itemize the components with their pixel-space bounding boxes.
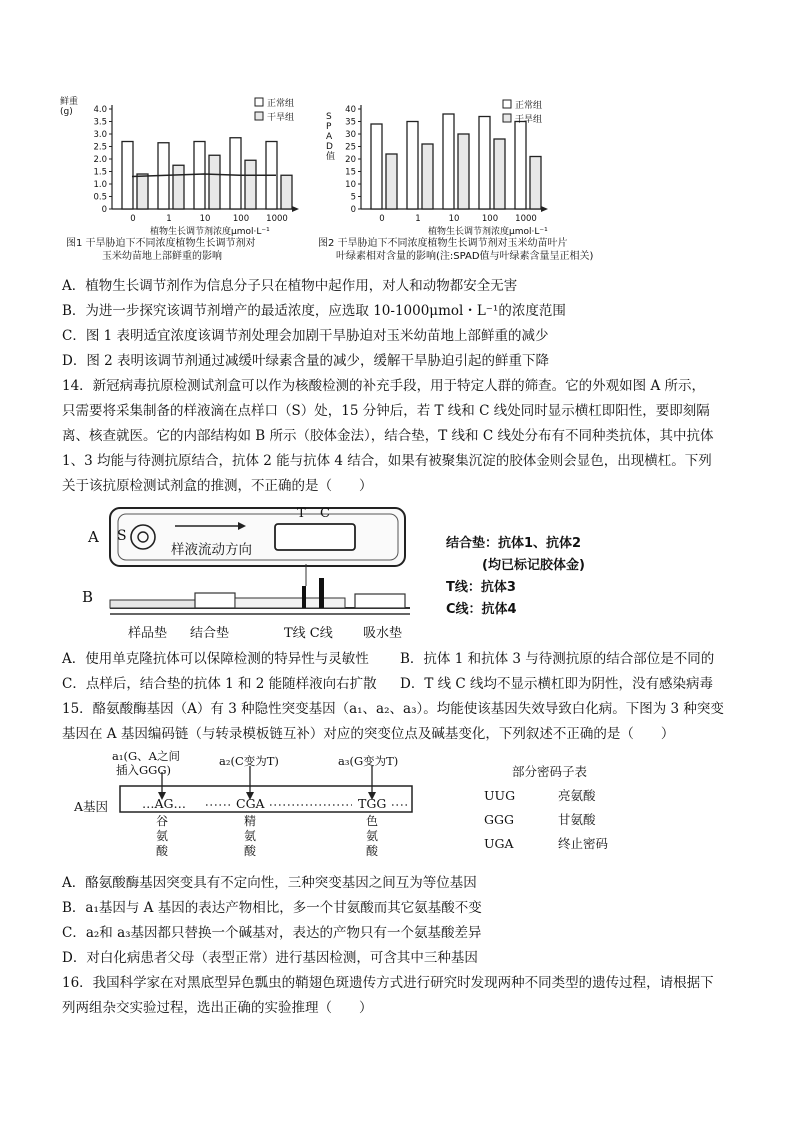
legend-label: 干旱组 xyxy=(267,113,295,123)
q15-aa3-char2: 氨 xyxy=(366,829,379,843)
q15-a3-label: a₃(G变为T) xyxy=(338,754,399,768)
legend-swatch xyxy=(503,114,511,122)
fig2-bar-chart xyxy=(325,92,555,232)
q15-option-c: C．a₂和 a₃基因都只替换一个碱基对，表达的产物只有一个氨基酸差异 xyxy=(62,925,482,941)
q14-bottom-label-absorbent-pad: 吸水垫 xyxy=(363,626,403,641)
bar-normal-100 xyxy=(230,138,241,209)
bar-drought-1 xyxy=(173,165,184,209)
x-tick-label: 10 xyxy=(199,214,211,224)
q14-bottom-label-sample-pad: 样品垫 xyxy=(128,626,168,641)
q14-option-b: B．抗体 1 和抗体 3 与待测抗原的结合部位是不同的 xyxy=(400,651,715,667)
bar-normal-10 xyxy=(194,142,205,210)
q14-legend-line-2: (均已标记胶体金) xyxy=(482,558,585,573)
bar-drought-100 xyxy=(494,139,505,209)
x-tick-label: 1 xyxy=(166,214,172,224)
q15-aa1 xyxy=(156,814,168,859)
codon-table xyxy=(484,760,608,856)
q15-codon-3: TGG xyxy=(358,796,387,811)
bar-drought-1000 xyxy=(530,157,541,210)
q15-codon-1: …AG… xyxy=(142,796,187,811)
q16-line-2: 列两组杂交实验过程，选出正确的实验推理（ ） xyxy=(62,1000,373,1016)
q14-label-b: B xyxy=(82,588,94,606)
bar-normal-10 xyxy=(443,114,454,209)
bar-normal-0 xyxy=(371,124,382,209)
q15-aa2 xyxy=(244,814,256,859)
q13-option-a: A．植物生长调节剂作为信息分子只在植物中起作用，对人和动物都安全无害 xyxy=(62,278,518,294)
q15-aa3-char1: 色 xyxy=(366,814,379,828)
q14-legend-line-4: C线：抗体4 xyxy=(446,602,517,617)
q14-line-2: 只需要将采集制备的样液滴在点样口（S）处，15 分钟后，若 T 线和 C 线处同时显示横杠即阳性，要即刻隔 xyxy=(62,403,710,419)
x-tick-label: 0 xyxy=(130,214,136,224)
y-tick-label: 2.0 xyxy=(93,155,107,165)
bar-drought-0 xyxy=(137,174,148,209)
q13-option-d: D．图 2 表明该调节剂通过减缓叶绿素含量的减少，缓解干旱胁迫引起的鲜重下降 xyxy=(62,353,549,369)
fig1-xlabel: 植物生长调节剂浓度μmol·L⁻¹ xyxy=(150,227,270,237)
sample-pad xyxy=(110,600,200,608)
q15-option-a: A．酪氨酸酶基因突变具有不定向性，三种突变基因之间互为等位基因 xyxy=(62,875,477,891)
bar-normal-100 xyxy=(479,117,490,210)
bar-normal-1 xyxy=(407,122,418,210)
q15-option-d: D．对白化病患者父母（表型正常）进行基因检测，可含其中三种基因 xyxy=(62,950,478,966)
bar-drought-10 xyxy=(209,155,220,209)
q14-line-1: 14．新冠病毒抗原检测试剂盒可以作为核酸检测的补充手段，用于特定人群的筛查。它的外观如图 A 所示， xyxy=(62,378,706,394)
t-line-mark xyxy=(302,586,306,608)
bar-normal-0 xyxy=(122,142,133,210)
q14-bottom-label-tc: T线 C线 xyxy=(284,626,333,641)
legend-swatch xyxy=(255,112,263,120)
y-tick-label: 40 xyxy=(345,105,356,115)
fig1-bar-chart xyxy=(60,92,310,232)
y-tick-label: 0 xyxy=(350,205,356,215)
q14-option-c: C．点样后，结合垫的抗体 1 和 2 能随样液向右扩散 xyxy=(62,676,377,692)
bar-normal-1000 xyxy=(515,122,526,210)
q15-line-2: 基因在 A 基因编码链（与转录模板链互补）对应的突变位点及碱基变化，下列叙述不正确的是（ ） xyxy=(62,726,675,742)
y-tick-label: 35 xyxy=(345,117,356,128)
q13-option-c: C．图 1 表明适宜浓度该调节剂处理会加剧干旱胁迫对玉米幼苗地上部鲜重的减少 xyxy=(62,328,549,344)
fig1-caption-line1: 图1 干旱胁迫下不同浓度植物生长调节剂对 xyxy=(66,238,256,249)
x-tick-label: 1 xyxy=(415,214,421,224)
q15-a1-label-2: 插入GGG) xyxy=(116,763,172,777)
q15-aa1-char2: 氨 xyxy=(156,829,169,843)
q15-aa1-char1: 谷 xyxy=(156,814,169,828)
fig1-ylabel: 鲜重(g) xyxy=(60,97,79,117)
q15-a2-label: a₂(C变为T) xyxy=(219,754,279,768)
q14-bottom-label-conjugate-pad: 结合垫 xyxy=(190,626,230,641)
c-line-mark xyxy=(319,578,324,608)
q15-aa3-char3: 酸 xyxy=(366,844,379,858)
y-tick-label: 25 xyxy=(345,142,356,153)
q14-s-label: S xyxy=(117,528,127,544)
q13-option-b: B．为进一步探究该调节剂增产的最适浓度，应选取 10-1000μmol・L⁻¹的浓度范围 xyxy=(62,303,566,319)
x-tick-label: 100 xyxy=(481,214,499,224)
q15-option-b: B．a₁基因与 A 基因的表达产物相比，多一个甘氨酸而其它氨基酸不变 xyxy=(62,900,482,916)
fig2-xlabel: 植物生长调节剂浓度μmol·L⁻¹ xyxy=(428,227,548,237)
result-window xyxy=(275,524,355,550)
q14-option-a: A．使用单克隆抗体可以保障检测的特异性与灵敏性 xyxy=(62,651,369,667)
q14-t-label: T xyxy=(297,506,306,521)
q14-option-d: D．T 线 C 线均不显示横杠即为阴性，没有感染病毒 xyxy=(400,676,714,692)
q15-aa1-char3: 酸 xyxy=(156,844,169,858)
q14-flow-label: 样液流动方向 xyxy=(171,542,252,558)
q15-aa2-char2: 氨 xyxy=(244,829,257,843)
q15-gene-label: A基因 xyxy=(74,799,109,814)
fig2-ylabel: SPAD值 xyxy=(326,112,336,162)
q14-legend xyxy=(446,533,585,621)
q16-line-1: 16．我国科学家在对黑底型异色瓢虫的鞘翅色斑遗传方式进行研究时发现两种不同类型的遗传过程，请根据下 xyxy=(62,975,714,991)
y-tick-label: 5 xyxy=(350,192,356,203)
codon-table-row: GGG 甘氨酸 xyxy=(484,812,596,827)
q14-line-4: 1、3 均能与待测抗原结合，抗体 2 能与抗体 4 结合，如果有被聚集沉淀的胶体金则会显色，出现横杠。下列 xyxy=(62,453,712,469)
x-tick-label: 100 xyxy=(232,214,250,224)
fig2-caption-line1: 图2 干旱胁迫下不同浓度植物生长调节剂对玉米幼苗叶片 xyxy=(318,238,568,249)
x-axis-arrow xyxy=(541,206,548,212)
y-tick-label: 3.0 xyxy=(93,130,107,140)
x-tick-label: 10 xyxy=(448,214,460,224)
y-tick-label: 15 xyxy=(345,167,356,178)
conjugate-pad xyxy=(195,593,235,608)
q14-legend-line-1: 结合垫：抗体1、抗体2 xyxy=(446,536,582,551)
q14-legend-line-3: T线：抗体3 xyxy=(446,580,516,595)
y-tick-label: 1.0 xyxy=(93,180,107,190)
y-tick-label: 3.5 xyxy=(93,117,107,128)
y-tick-label: 4.0 xyxy=(93,105,107,115)
legend-label: 正常组 xyxy=(267,99,295,109)
y-tick-label: 2.5 xyxy=(93,142,107,153)
bar-drought-1 xyxy=(422,144,433,209)
q15-aa3 xyxy=(366,814,378,859)
legend-label: 正常组 xyxy=(515,101,543,111)
x-tick-label: 0 xyxy=(379,214,385,224)
q15-aa2-char3: 酸 xyxy=(244,844,257,858)
legend-swatch xyxy=(503,100,511,108)
membrane xyxy=(235,598,345,608)
bar-drought-100 xyxy=(245,160,256,209)
y-tick-label: 30 xyxy=(345,130,356,140)
q14-line-5: 关于该抗原检测试剂盒的推测，不正确的是（ ） xyxy=(62,478,373,494)
y-tick-label: 0.5 xyxy=(93,192,107,203)
codon-table-title: 部分密码子表 xyxy=(512,764,588,779)
q15-aa2-char1: 精 xyxy=(244,814,257,828)
y-tick-label: 20 xyxy=(345,155,356,165)
q14-c-label: C xyxy=(320,506,330,521)
absorbent-pad xyxy=(355,594,405,608)
bar-drought-10 xyxy=(458,134,469,209)
x-axis-arrow xyxy=(292,206,299,212)
q14-label-a: A xyxy=(88,528,99,546)
codon-table-row: UGA 终止密码 xyxy=(484,836,609,851)
fig2-caption-line2: 叶绿素相对含量的影响(注:SPAD值与叶绿素含量呈正相关) xyxy=(336,251,594,262)
q15-codon-2: CGA xyxy=(236,796,265,811)
q15-line-1: 15．酪氨酸酶基因（A）有 3 种隐性突变基因（a₁、a₂、a₃）。均能使该基因失效导致白化病。下图为 3 种突变 xyxy=(62,701,724,717)
legend-label: 干旱组 xyxy=(515,115,543,125)
q15-a1-label-1: a₁(G、A之间 xyxy=(112,749,180,763)
q14-line-3: 离、核查就医。它的内部结构如 B 所示（胶体金法），结合垫，T 线和 C 线处分布有不同种类抗体，其中抗体 xyxy=(62,428,714,444)
y-tick-label: 10 xyxy=(345,180,356,190)
x-tick-label: 1000 xyxy=(515,214,537,224)
bar-drought-1000 xyxy=(281,175,292,209)
x-tick-label: 1000 xyxy=(266,214,288,224)
legend-swatch xyxy=(255,98,263,106)
y-tick-label: 0 xyxy=(101,205,107,215)
codon-table-row: UUG 亮氨酸 xyxy=(484,788,596,803)
fig1-caption-line2: 玉米幼苗地上部鲜重的影响 xyxy=(102,251,222,262)
y-tick-label: 1.5 xyxy=(93,167,107,178)
bar-drought-0 xyxy=(386,154,397,209)
